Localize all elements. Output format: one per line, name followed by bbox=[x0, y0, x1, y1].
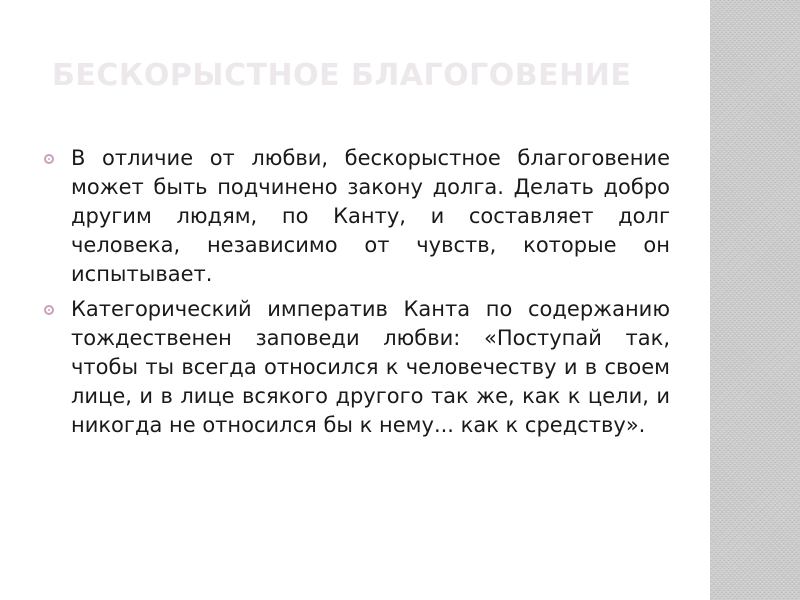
bullet-text-1: В отличие от любви, бескорыстное благоговение может быть подчинено закону долга. Делать добро другим людям, по Канту, и составляет долг человека, независимо от чувств, которые он испытывает. bbox=[71, 146, 670, 286]
circle-bullet-icon bbox=[44, 305, 54, 315]
slide-title: БЕСКОРЫСТНОЕ БЛАГОГОВЕНИЕ bbox=[52, 58, 632, 93]
bullet-text-2: Категорический императив Канта по содержанию тождественен заповеди любви: «Поступай так, чтобы ты всегда относился к человечеству и в своем лице, и в лице всякого другого так же, как к цели, и никогда не относился бы к нему... как к средству». bbox=[71, 297, 670, 437]
side-texture-panel bbox=[710, 0, 800, 600]
bullet-item-1 bbox=[44, 144, 670, 289]
circle-bullet-icon bbox=[44, 154, 54, 164]
bullet-list bbox=[44, 144, 670, 446]
bullet-item-2 bbox=[44, 295, 670, 440]
